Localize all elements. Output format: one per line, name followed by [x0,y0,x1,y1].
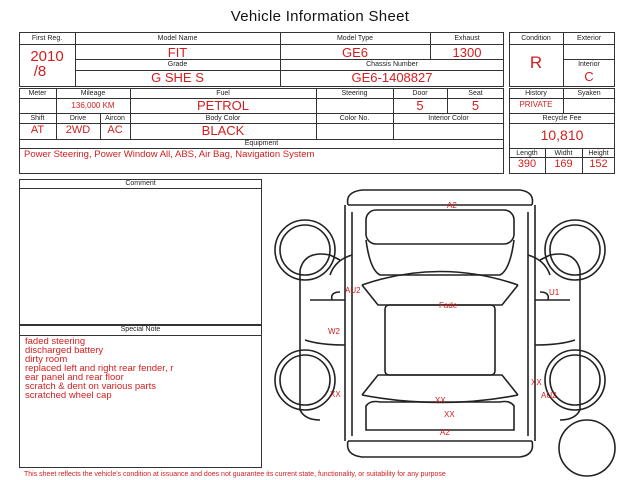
first-reg-year: 2010 [30,48,64,65]
chassis-number-value: GE6-1408827 [351,70,433,85]
aircon-label: Aircon [105,115,125,122]
disclaimer-footer: This sheet reflects the vehicle's condition at issuance and does not guarantee its current state, functionality, or suitability for any purpose [24,471,446,478]
body-color-value: BLACK [201,123,245,138]
special-note-line: replaced left and right rear fender, r [25,363,174,374]
damage-mark-rear-lower: XX [444,410,455,419]
exhaust-value: 1300 [452,45,482,60]
equipment-value: Power Steering, Power Window All, ABS, Air Bag, Navigation System [24,149,315,160]
exterior-label: Exterior [576,35,602,42]
grade-value: G SHE S [151,70,204,85]
meter-label: Meter [28,90,47,97]
damage-mark-left-front: AU2 [345,286,361,295]
equipment-label: Equipment [244,140,279,147]
model-type-value: GE6 [341,45,368,60]
drive-label: Drive [69,115,87,122]
damage-mark-rear: A2 [440,428,450,437]
damage-mark-right-front: U1 [549,288,560,297]
damage-mark-front: A2 [447,201,457,210]
model-type-label: Model Type [336,35,374,42]
color-no-label: Color No. [339,115,370,122]
steering-label: Steering [341,90,368,97]
special-note-line: dirty room [25,354,68,365]
sheet-title: Vehicle Information Sheet [230,8,410,25]
first-reg-month: /8 [33,63,47,80]
height-label: Height [588,150,609,157]
mileage-value: 136,000 KM [71,101,115,110]
grade-label: Grade [167,61,188,68]
damage-mark-right-rear: AU2 [541,391,557,400]
model-name-label: Model Name [157,35,198,42]
interior-label: Interior [578,61,600,68]
special-note-line: scratched wheel cap [25,390,112,401]
special-note-line: discharged battery [25,345,104,356]
damage-mark-left-rear: XX [330,390,341,399]
condition-label: Condition [521,35,551,42]
seat-label: Seat [468,90,483,97]
special-note-label: Special Note [120,326,161,333]
length-value: 390 [517,158,537,170]
length-label: Length [516,150,538,157]
condition-value: R [529,53,543,72]
interior-value: C [584,69,594,84]
door-value: 5 [416,98,424,113]
shift-label: Shift [30,115,45,122]
special-note-line: scratch & dent on various parts [25,381,156,392]
body-color-label: Body Color [205,115,241,122]
mileage-label: Mileage [80,90,106,97]
history-label: History [525,90,547,97]
history-value: PRIVATE [519,100,553,109]
fuel-label: Fuel [216,90,230,97]
damage-mark-right-rear-top: XX [531,378,542,387]
interior-color-label: Interior Color [428,115,469,122]
damage-mark-roof: Fade [439,301,458,310]
recycle-fee-value: 10,810 [540,127,584,143]
damage-mark-rear-center: XX [435,396,446,405]
width-label: Widht [554,150,573,157]
comment-label: Comment [125,180,156,187]
special-note-line: ear panel and rear floor [25,372,124,383]
recycle-fee-label: Recycle Fee [542,115,582,122]
aircon-value: AC [107,124,123,136]
chassis-number-label: Chassis Number [366,61,418,68]
exhaust-label: Exhaust [454,35,480,42]
door-label: Door [412,90,428,97]
first-reg-label: First Reg. [31,35,63,42]
syaken-label: Syaken [577,90,601,97]
special-note-line: faded steering [25,336,86,347]
seat-value: 5 [471,98,480,113]
model-name-value: FIT [167,45,188,60]
shift-value: AT [30,124,45,136]
damage-mark-left-side: W2 [328,327,340,336]
drive-value: 2WD [65,124,91,136]
height-value: 152 [589,158,608,170]
width-value: 169 [554,158,573,170]
fuel-value: PETROL [196,98,249,113]
